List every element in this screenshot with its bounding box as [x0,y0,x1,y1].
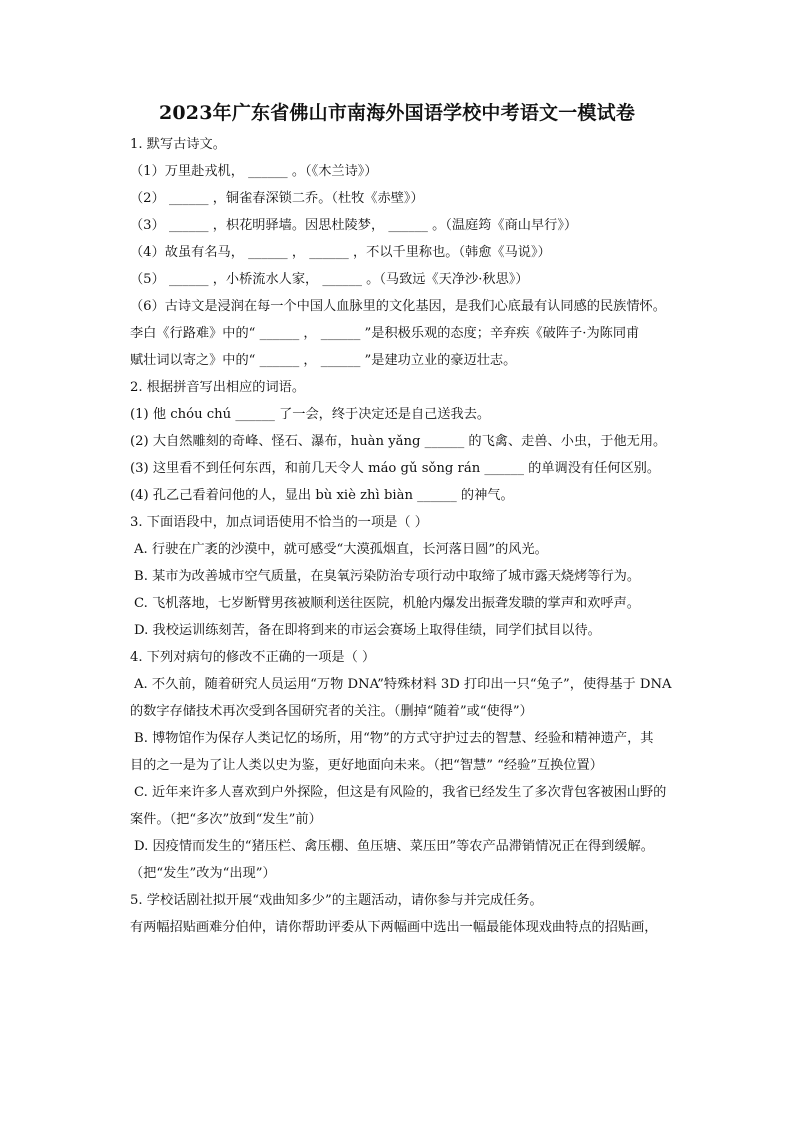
q4-option-a: A. 不久前，随着研究人员运用“万物 DNA”特殊材料 3D 打印出一只“兔子”，使得基于 DNA [134,677,672,692]
q2-item-1: (1) 他 chóu chú ______ 了一会，终于决定还是自己送我去。 [130,407,491,422]
page-title: 2023年广东省佛山市南海外国语学校中考语文一模试卷 [158,102,636,124]
question-4-heading: 4. 下列对病句的修改不正确的一项是（ ） [130,650,376,665]
question-5-heading: 5. 学校话剧社拟开展“戏曲知多少”的主题活动，请你参与并完成任务。 [130,893,543,908]
q1-item-6-cont: 李白《行路难》中的“ ______ ， ______ ”是积极乐观的态度；辛弃疾《破阵子·为陈同甫 [130,326,640,341]
q4-option-b-cont: 目的之一是为了让人类以史为鉴，更好地面向未来。（把“智慧” “经验”互换位置） [130,758,603,773]
q3-option-b: B. 某市为改善城市空气质量，在臭氧污染防治专项行动中取缔了城市露天烧烤等行为。 [134,569,641,584]
q4-option-c-cont: 案件。（把“多次”放到“发生”前） [130,812,322,827]
q4-option-d-cont: （把“发生”改为“出现”） [130,866,276,881]
q1-item-3: （3） ______ ，枳花明驿墙。因思杜陵梦， ______ 。（温庭筠《商山早行》） [130,218,578,233]
q4-option-a-cont: 的数字存储技术再次受到各国研究者的关注。（删掉“随着”或“使得”） [130,704,533,719]
q5-text: 有两幅招贴画难分伯仲，请你帮助评委从下两幅画中选出一幅最能体现戏曲特点的招贴画， [130,920,658,935]
q1-item-4: （4）故虽有名马， ______ ， ______ ，不以千里称也。（韩愈《马说》） [130,245,551,260]
q4-option-c: C. 近年来许多人喜欢到户外探险，但这是有风险的，我省已经发生了多次背包客被困山野的 [134,785,667,800]
q4-option-b: B. 博物馆作为保存人类记忆的场所，用“物”的方式守护过去的智慧、经验和精神遗产，其 [134,731,654,746]
q3-option-a: A. 行驶在广袤的沙漠中，就可感受“大漠孤烟直，长河落日圆”的风光。 [134,542,548,557]
question-3-heading: 3. 下面语段中，加点词语使用不恰当的一项是（ ） [130,515,428,530]
q1-item-1: （1）万里赴戎机， ______ 。（《木兰诗》） [130,164,378,179]
q3-option-d: D. 我校运训练刻苦，备在即将到来的市运会赛场上取得佳绩，同学们拭目以待。 [134,623,601,638]
q1-item-5: （5） ______ ，小桥流水人家， ______ 。（马致远《天净沙·秋思》） [130,272,529,287]
q2-item-3: (3) 这里看不到任何东西，和前几天令人 máo gǔ sǒng rán ______ 的单调没有任何区别。 [130,461,661,476]
q2-item-2: (2) 大自然雕刻的奇峰、怪石、瀑布，huàn yǎng ______ 的飞禽、走兽、小虫，于他无用。 [130,434,667,449]
q3-option-c: C. 飞机落地，七岁断臂男孩被顺利送往医院，机舱内爆发出振聋发聩的掌声和欢呼声。 [134,596,640,611]
q1-item-2: （2） ______ ，铜雀春深锁二乔。（杜牧《赤壁》） [130,191,424,206]
q1-item-6: （6）古诗文是浸润在每一个中国人血脉里的文化基因，是我们心底最有认同感的民族情怀。 [130,299,666,314]
q1-item-6-cont: 赋壮词以寄之》中的“ ______ ， ______ ”是建功立业的豪迈壮志。 [130,353,517,368]
question-1-heading: 1. 默写古诗文。 [130,137,226,152]
q4-option-d: D. 因疫情而发生的“猪压栏、禽压棚、鱼压塘、菜压田”等农产品滞销情况正在得到缓解。 [134,839,654,854]
question-2-heading: 2. 根据拼音写出相应的词语。 [130,380,306,395]
q2-item-4: (4) 孔乙己看着问他的人，显出 bù xiè zhì biàn ______ 的神气。 [130,488,514,503]
